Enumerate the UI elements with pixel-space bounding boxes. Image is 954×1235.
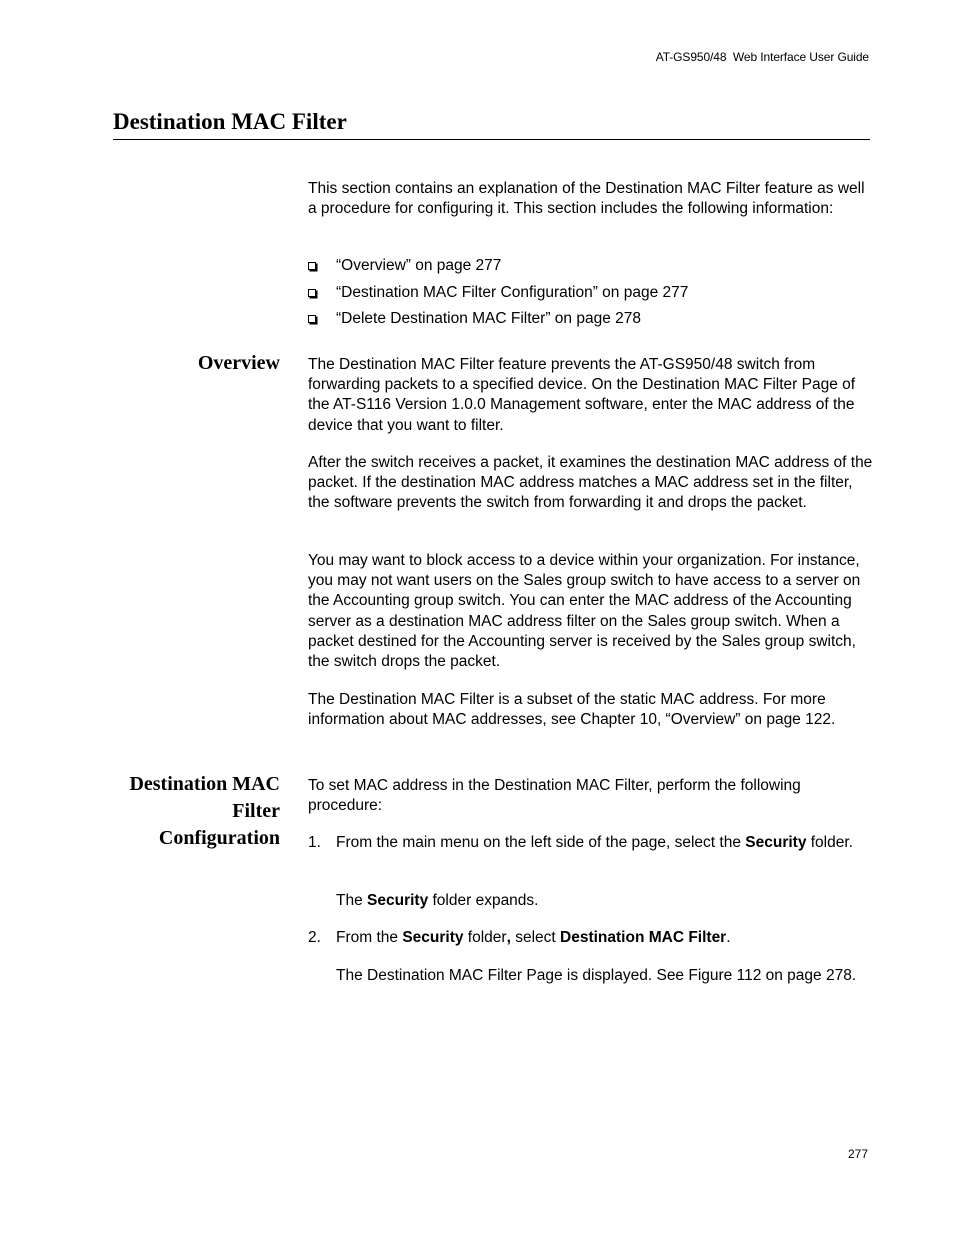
section-heading-configuration	[80, 771, 280, 852]
step-number: 2.	[308, 929, 321, 946]
bullet-text: “Overview” on page 277	[336, 257, 502, 274]
bullet-text: “Destination MAC Filter Configuration” on page 277	[336, 284, 689, 301]
title-rule	[113, 139, 870, 140]
running-header: AT-GS950/48 Web Interface User Guide	[655, 50, 869, 64]
intro-paragraph: This section contains an explanation of the Destination MAC Filter feature as well a procedure for configuring it. This section includes the following information:	[308, 180, 865, 218]
section-heading-overview: Overview	[197, 352, 280, 374]
overview-paragraph: You may want to block access to a device within your organization. For instance, you may not want users on the Sales group switch to have access to a server on the Accounting group switch. You can enter the MAC address of the Accounting server as a destination MAC address filter on the Sales group switch. When a packet destined for the Accounting server is received by the Sales group switch, the switch drops the packet.	[308, 552, 861, 671]
menu-item-name: Destination MAC Filter	[560, 929, 727, 946]
procedure-step-1	[308, 833, 873, 853]
procedure-step-2	[308, 928, 873, 948]
step-text: From the Security folder, select Destination MAC Filter.	[336, 929, 731, 946]
overview-paragraph: The Destination MAC Filter is a subset of the static MAC address. For more information about MAC addresses, see Chapter 10, “Overview” on page 122.	[308, 691, 836, 729]
chapter-title: Destination MAC Filter	[113, 109, 347, 134]
menu-folder-name: Security	[745, 834, 807, 851]
heading-line: Destination MAC	[129, 773, 280, 795]
overview-paragraph: The Destination MAC Filter feature prevents the AT-GS950/48 switch from forwarding packets to a specified device. On the Destination MAC Filter Page of the AT-S116 Version 1.0.0 Management software, enter the MAC address of the device that you want to filter.	[308, 356, 856, 434]
heading-line: Filter	[232, 800, 280, 822]
step-2-result: The Destination MAC Filter Page is displayed. See Figure 112 on page 278.	[336, 967, 857, 984]
checkbox-bullet-icon	[308, 289, 316, 297]
menu-folder-name: Security	[402, 929, 464, 946]
configuration-intro: To set MAC address in the Destination MAC Filter, perform the following procedure:	[308, 777, 801, 815]
checkbox-bullet-icon	[308, 315, 316, 323]
heading-line: Configuration	[158, 827, 280, 849]
checkbox-bullet-icon	[308, 262, 316, 270]
step-number: 1.	[308, 834, 321, 851]
step-text: From the main menu on the left side of the page, select the Security folder.	[336, 834, 853, 851]
page-number: 277	[847, 1147, 868, 1161]
step-1-result: The Security folder expands.	[336, 892, 539, 909]
overview-paragraph: After the switch receives a packet, it examines the destination MAC address of the packet. If the destination MAC address matches a MAC address set in the filter, the software prevents the switch from forwarding it and drops the packet.	[308, 454, 873, 512]
menu-folder-name: Security	[367, 892, 429, 909]
bullet-text: “Delete Destination MAC Filter” on page 278	[336, 310, 641, 327]
